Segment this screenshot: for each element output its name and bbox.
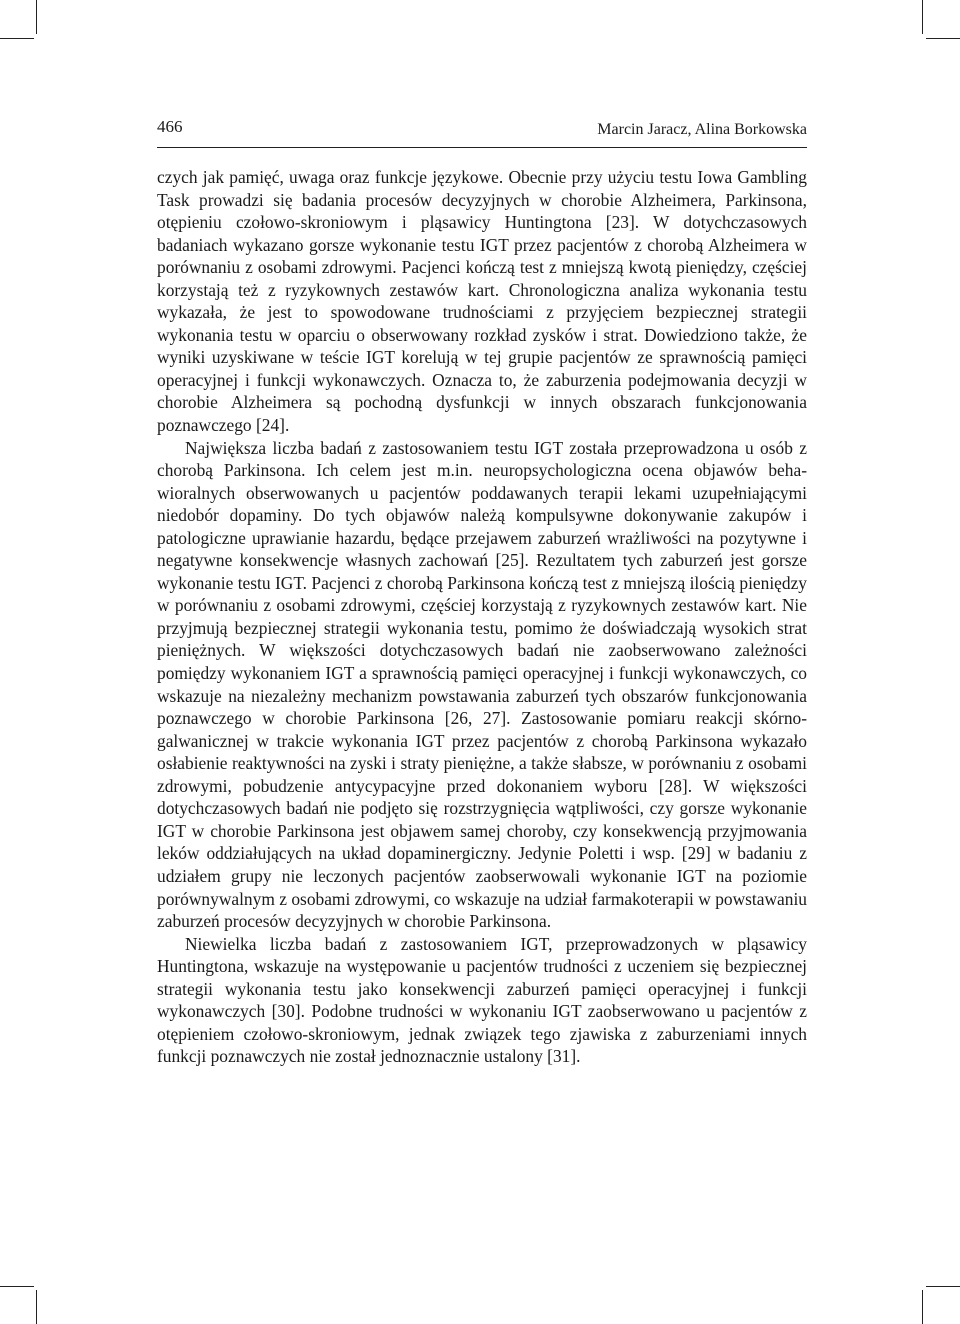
crop-mark-bottom-left — [36, 1290, 37, 1324]
crop-mark-top-left — [36, 0, 37, 34]
paragraph-3: Niewielka liczba badań z zastosowaniem IGT, przeprowadzonych w pląsawicy Huntingtona, wskazuje na występowanie u pacjentów trudności z uczeniem się bezpiecznej strategii wykonania testu jako konsekwencji zaburzeń pamięci operacyjnej i funkcji wykonawczych [30]. Podobne trudności w wykonaniu IGT zaobserwowano u pacjentów z otępieniem czołowo-skroniowym, jednak związek tego zjawiska z zaburzeniami innych funkcji poznawczych nie został jednoznacznie ustalony [31]. — [157, 933, 807, 1067]
paragraph-2: Największa liczba badań z zastosowaniem testu IGT została przeprowadzona u osób z chorobą Parkinsona. Ich celem jest m.in. neuropsychologiczna ocena objawów behawioralnych obserwowanych u pacjentów poddawanych terapii lekami uzupełniającymi niedobór dopaminy. Do tych objawów należą kompulsywne dokonywanie zakupów i patologiczne uprawianie hazardu, będące przejawem zaburzeń wrażliwości na pozytywne i negatywne konsekwencje własnych zachowań [25]. Rezultatem tych zaburzeń jest gorsze wykonanie testu IGT. Pacjenci z chorobą Parkinsona kończą test z mniejszą ilością pieniędzy w porównaniu z osobami zdrowymi, częściej korzystają z ryzykownych zestawów kart. Nie przyjmują bezpiecznej strategii wykonania testu, pomimo że doświadczają wysokich strat pieniężnych. W większości dotychczasowych badań nie zaobserwowano zależności pomiędzy wykonaniem IGT a sprawnością pamięci operacyjnej i funkcji wykonawczych, co wskazuje na niezależny mechanizm powstawania zaburzeń tych obszarów funkcjonowania poznawczego w chorobie Parkinsona [26, 27]. Zastosowanie pomiaru reakcji skórno-galwanicznej w trakcie wykonania IGT przez pacjentów z chorobą Parkinsona wykazało osłabienie reaktywności na zyski i straty pieniężne, a także słabsze, w porównaniu z osobami zdrowymi, pobudzenie antycypacyjne przed dokonaniem wyboru [28]. W większości dotychczasowych badań nie podjęto się rozstrzygnięcia wątpliwości, czy gorsze wykonanie IGT w chorobie Parkinsona jest objawem samej choroby, czy konsekwencją przyjmowania leków oddziałujących na układ dopaminergiczny. Jedynie Poletti i wsp. [29] w badaniu z udziałem grupy nie leczonych pacjentów zaobserwowali wykonanie IGT na poziomie porównywalnym z osobami zdrowymi, co wskazuje na udział farmakoterapii w powstawaniu zaburzeń procesów decyzyjnych w chorobie Parkinsona. — [157, 437, 807, 932]
page-header — [157, 116, 807, 148]
crop-mark-bottom-right — [922, 1290, 923, 1324]
crop-mark-top-left-h — [0, 38, 34, 39]
crop-mark-bottom-right-h — [926, 1286, 960, 1287]
body-text — [157, 166, 807, 1068]
crop-mark-top-right — [922, 0, 923, 34]
header-rule — [157, 147, 807, 148]
paragraph-1: czych jak pamięć, uwaga oraz funkcje językowe. Obecnie przy użyciu testu Iowa Gambling Task prowadzi się badania procesów decyzyjnych w chorobie Alzheimera, Parkinsona, otępieniu czołowo-skroniowym i pląsawicy Huntingtona [23]. W dotychczasowych badaniach wykazano gorsze wykonanie testu IGT przez pacjentów z chorobą Alzheimera w porównaniu z osobami zdrowymi. Pacjenci kończą test z mniejszą kwotą pieniędzy, częściej korzystają też z ryzykownych zestawów kart. Chronologiczna analiza wykonania testu wykazała, że jest to spowodowane trudnościami z przyjęciem bezpiecznej strategii wykonania testu w oparciu o obserwowany rozkład zysków i strat. Dowiedziono także, że wyniki uzyskiwane w teście IGT korelują w tej grupie pacjentów ze sprawnością pamięci operacyjnej i funkcji wykonawczych. Oznacza to, że zaburzenia podejmowania decyzji w chorobie Alzheimera są pochodną dysfunkcji w innych obszarach funkcjonowania poznawczego [24]. — [157, 167, 807, 436]
crop-mark-bottom-left-h — [0, 1286, 34, 1287]
crop-mark-top-right-h — [926, 38, 960, 39]
running-head-authors: Marcin Jaracz, Alina Borkowska — [597, 121, 807, 138]
page-number: 466 — [157, 117, 183, 136]
